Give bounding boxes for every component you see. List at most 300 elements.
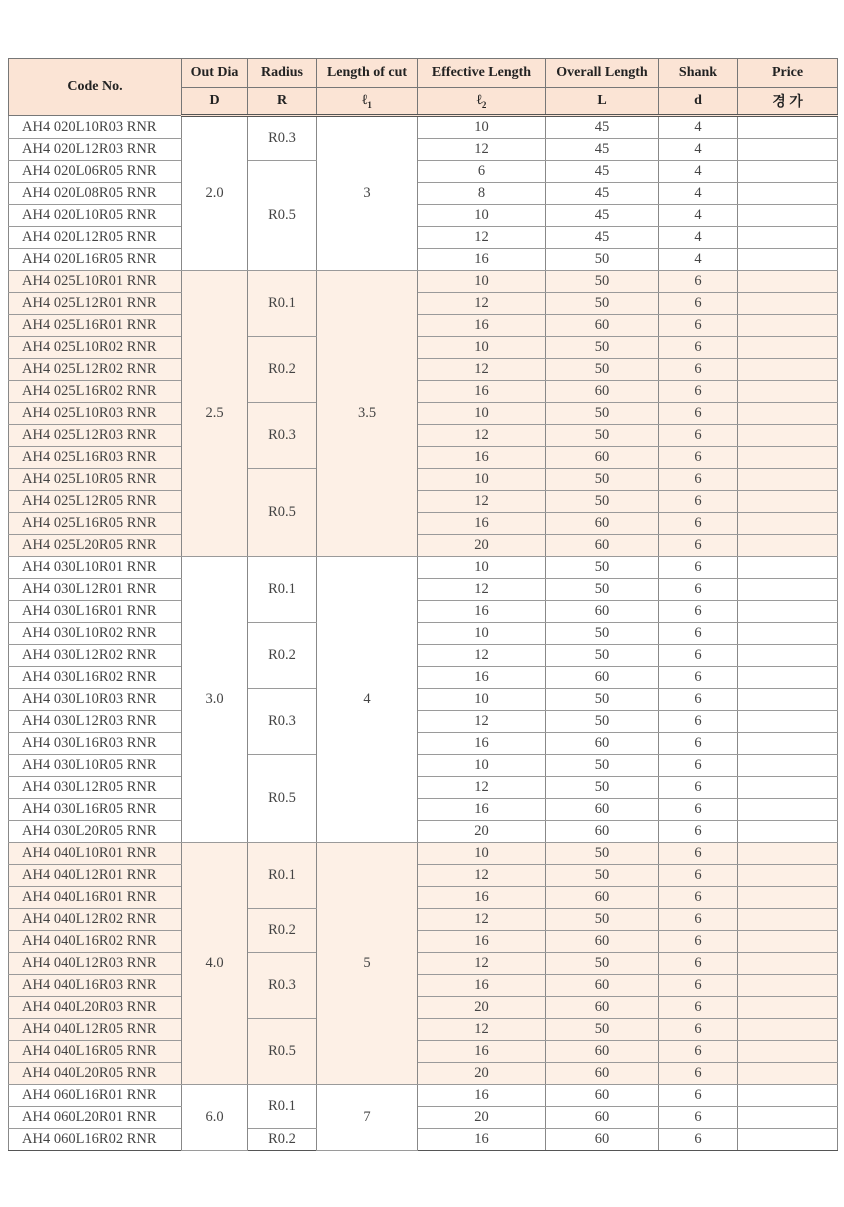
table-row [9,403,838,425]
effective-length-cell: 20 [418,1063,546,1085]
shank-cell: 6 [659,1041,738,1063]
price-cell [738,1063,838,1085]
price-cell [738,161,838,183]
table-row [9,183,838,205]
effective-length-cell: 12 [418,777,546,799]
overall-length-cell: 60 [546,997,659,1019]
table-row [9,227,838,249]
effective-length-cell: 10 [418,205,546,227]
effective-length-cell: 12 [418,293,546,315]
effective-length-cell: 8 [418,183,546,205]
overall-length-cell: 50 [546,359,659,381]
outdia-cell: 4.0 [182,843,248,1085]
table-row [9,667,838,689]
table-row [9,887,838,909]
shank-cell: 4 [659,249,738,271]
price-cell [738,579,838,601]
price-cell [738,733,838,755]
overall-length-cell: 50 [546,953,659,975]
overall-length-cell: 60 [546,447,659,469]
overall-length-cell: 50 [546,623,659,645]
code-cell: AH4 040L12R03 RNR [9,953,182,975]
shank-cell: 6 [659,733,738,755]
code-cell: AH4 020L12R03 RNR [9,139,182,161]
symbol-l1-main: ℓ [362,92,368,108]
radius-cell: R0.5 [248,755,317,843]
code-cell: AH4 060L16R02 RNR [9,1129,182,1151]
effective-length-cell: 12 [418,579,546,601]
symbol-l1-sub: 1 [367,99,372,110]
overall-length-cell: 50 [546,271,659,293]
effective-length-cell: 12 [418,139,546,161]
code-cell: AH4 020L12R05 RNR [9,227,182,249]
shank-cell: 4 [659,161,738,183]
header-code: Code No. [9,59,182,116]
header-length-of-cut: Length of cut [317,59,418,88]
overall-length-cell: 50 [546,293,659,315]
price-cell [738,557,838,579]
table-row [9,579,838,601]
code-cell: AH4 025L16R02 RNR [9,381,182,403]
radius-cell: R0.1 [248,557,317,623]
code-cell: AH4 025L12R05 RNR [9,491,182,513]
radius-cell: R0.3 [248,403,317,469]
code-cell: AH4 020L10R03 RNR [9,116,182,139]
code-cell: AH4 025L16R01 RNR [9,315,182,337]
table-row [9,535,838,557]
symbol-r: R [248,88,317,116]
overall-length-cell: 45 [546,183,659,205]
overall-length-cell: 45 [546,227,659,249]
shank-cell: 6 [659,381,738,403]
code-cell: AH4 060L20R01 RNR [9,1107,182,1129]
table-row [9,469,838,491]
outdia-cell: 6.0 [182,1085,248,1151]
code-cell: AH4 020L08R05 RNR [9,183,182,205]
effective-length-cell: 16 [418,1085,546,1107]
table-row [9,821,838,843]
shank-cell: 6 [659,887,738,909]
table-row [9,116,838,139]
shank-cell: 6 [659,579,738,601]
price-cell [738,183,838,205]
shank-cell: 6 [659,931,738,953]
effective-length-cell: 12 [418,1019,546,1041]
price-cell [738,887,838,909]
shank-cell: 4 [659,139,738,161]
overall-length-cell: 45 [546,161,659,183]
overall-length-cell: 50 [546,711,659,733]
shank-cell: 6 [659,1063,738,1085]
price-cell [738,315,838,337]
table-row [9,491,838,513]
overall-length-cell: 60 [546,315,659,337]
price-cell [738,909,838,931]
effective-length-cell: 10 [418,557,546,579]
code-cell: AH4 040L20R05 RNR [9,1063,182,1085]
overall-length-cell: 60 [546,513,659,535]
table-row [9,755,838,777]
shank-cell: 6 [659,689,738,711]
price-cell [738,1041,838,1063]
table-row [9,997,838,1019]
code-cell: AH4 040L16R03 RNR [9,975,182,997]
table-row [9,161,838,183]
shank-cell: 6 [659,1019,738,1041]
table-row [9,843,838,865]
shank-cell: 6 [659,667,738,689]
length-of-cut-cell: 3 [317,116,418,271]
effective-length-cell: 10 [418,843,546,865]
effective-length-cell: 16 [418,931,546,953]
effective-length-cell: 16 [418,315,546,337]
product-spec-table [8,58,838,1151]
code-cell: AH4 030L10R01 RNR [9,557,182,579]
code-cell: AH4 040L10R01 RNR [9,843,182,865]
length-of-cut-cell: 5 [317,843,418,1085]
effective-length-cell: 10 [418,403,546,425]
price-cell [738,293,838,315]
effective-length-cell: 16 [418,381,546,403]
radius-cell: R0.1 [248,271,317,337]
overall-length-cell: 50 [546,865,659,887]
shank-cell: 6 [659,799,738,821]
effective-length-cell: 12 [418,909,546,931]
shank-cell: 6 [659,293,738,315]
product-table-container [8,58,837,1151]
price-cell [738,381,838,403]
shank-cell: 6 [659,953,738,975]
radius-cell: R0.3 [248,116,317,161]
table-row [9,953,838,975]
effective-length-cell: 12 [418,227,546,249]
code-cell: AH4 030L10R03 RNR [9,689,182,711]
price-cell [738,116,838,139]
overall-length-cell: 60 [546,975,659,997]
table-row [9,601,838,623]
price-cell [738,227,838,249]
code-cell: AH4 040L12R02 RNR [9,909,182,931]
shank-cell: 6 [659,491,738,513]
shank-cell: 4 [659,116,738,139]
code-cell: AH4 040L16R05 RNR [9,1041,182,1063]
effective-length-cell: 16 [418,733,546,755]
shank-cell: 6 [659,1129,738,1151]
overall-length-cell: 50 [546,249,659,271]
code-cell: AH4 040L16R02 RNR [9,931,182,953]
effective-length-cell: 20 [418,535,546,557]
price-cell [738,1019,838,1041]
code-cell: AH4 025L10R03 RNR [9,403,182,425]
effective-length-cell: 20 [418,997,546,1019]
price-cell [738,667,838,689]
overall-length-cell: 45 [546,205,659,227]
shank-cell: 6 [659,623,738,645]
code-cell: AH4 025L10R05 RNR [9,469,182,491]
overall-length-cell: 50 [546,689,659,711]
symbol-d: D [182,88,248,116]
price-cell [738,843,838,865]
price-cell [738,1107,838,1129]
radius-cell: R0.5 [248,161,317,271]
code-cell: AH4 030L10R05 RNR [9,755,182,777]
code-cell: AH4 030L16R01 RNR [9,601,182,623]
price-cell [738,821,838,843]
price-cell [738,689,838,711]
symbol-price: 경 가 [738,88,838,116]
overall-length-cell: 50 [546,557,659,579]
overall-length-cell: 50 [546,909,659,931]
effective-length-cell: 16 [418,887,546,909]
shank-cell: 6 [659,557,738,579]
price-cell [738,403,838,425]
header-outdia: Out Dia [182,59,248,88]
overall-length-cell: 60 [546,1063,659,1085]
code-cell: AH4 025L12R03 RNR [9,425,182,447]
code-cell: AH4 040L12R05 RNR [9,1019,182,1041]
shank-cell: 6 [659,777,738,799]
radius-cell: R0.1 [248,843,317,909]
overall-length-cell: 45 [546,116,659,139]
table-row [9,1085,838,1107]
shank-cell: 6 [659,865,738,887]
effective-length-cell: 12 [418,491,546,513]
effective-length-cell: 10 [418,689,546,711]
price-cell [738,953,838,975]
effective-length-cell: 16 [418,1041,546,1063]
effective-length-cell: 16 [418,1129,546,1151]
radius-cell: R0.1 [248,1085,317,1129]
price-cell [738,975,838,997]
table-row [9,205,838,227]
price-cell [738,249,838,271]
shank-cell: 6 [659,975,738,997]
price-cell [738,513,838,535]
overall-length-cell: 50 [546,645,659,667]
table-row [9,1129,838,1151]
shank-cell: 6 [659,711,738,733]
overall-length-cell: 50 [546,425,659,447]
price-cell [738,931,838,953]
table-row [9,293,838,315]
overall-length-cell: 60 [546,733,659,755]
shank-cell: 4 [659,227,738,249]
price-cell [738,447,838,469]
header-overall-length: Overall Length [546,59,659,88]
length-of-cut-cell: 7 [317,1085,418,1151]
overall-length-cell: 60 [546,821,659,843]
table-row [9,931,838,953]
price-cell [738,271,838,293]
price-cell [738,799,838,821]
code-cell: AH4 030L20R05 RNR [9,821,182,843]
shank-cell: 6 [659,601,738,623]
code-cell: AH4 040L20R03 RNR [9,997,182,1019]
outdia-cell: 2.0 [182,116,248,271]
header-shank: Shank [659,59,738,88]
effective-length-cell: 16 [418,513,546,535]
overall-length-cell: 50 [546,1019,659,1041]
price-cell [738,997,838,1019]
shank-cell: 6 [659,997,738,1019]
price-cell [738,711,838,733]
overall-length-cell: 50 [546,755,659,777]
overall-length-cell: 60 [546,1041,659,1063]
outdia-cell: 2.5 [182,271,248,557]
radius-cell: R0.3 [248,953,317,1019]
code-cell: AH4 020L10R05 RNR [9,205,182,227]
overall-length-cell: 60 [546,931,659,953]
table-body [9,116,838,1151]
symbol-l1 [317,88,418,116]
effective-length-cell: 10 [418,755,546,777]
price-cell [738,601,838,623]
price-cell [738,623,838,645]
shank-cell: 6 [659,447,738,469]
outdia-cell: 3.0 [182,557,248,843]
table-row [9,909,838,931]
effective-length-cell: 10 [418,116,546,139]
table-row [9,139,838,161]
table-row [9,425,838,447]
overall-length-cell: 60 [546,887,659,909]
price-cell [738,491,838,513]
effective-length-cell: 16 [418,447,546,469]
overall-length-cell: 50 [546,843,659,865]
overall-length-cell: 50 [546,403,659,425]
table-row [9,623,838,645]
radius-cell: R0.2 [248,623,317,689]
table-row [9,733,838,755]
code-cell: AH4 030L12R05 RNR [9,777,182,799]
table-row [9,645,838,667]
overall-length-cell: 60 [546,1107,659,1129]
table-row [9,799,838,821]
price-cell [738,1129,838,1151]
shank-cell: 6 [659,315,738,337]
header-radius: Radius [248,59,317,88]
shank-cell: 6 [659,1085,738,1107]
symbol-l2-sub: 2 [481,99,487,110]
table-row [9,359,838,381]
header-effective-length: Effective Length [418,59,546,88]
table-row [9,1019,838,1041]
effective-length-cell: 16 [418,249,546,271]
table-row [9,711,838,733]
code-cell: AH4 025L12R01 RNR [9,293,182,315]
overall-length-cell: 60 [546,667,659,689]
header-price: Price [738,59,838,88]
price-cell [738,359,838,381]
shank-cell: 6 [659,403,738,425]
price-cell [738,777,838,799]
symbol-l: L [546,88,659,116]
radius-cell: R0.2 [248,909,317,953]
overall-length-cell: 50 [546,491,659,513]
effective-length-cell: 12 [418,865,546,887]
table-row [9,1063,838,1085]
table-row [9,249,838,271]
code-cell: AH4 025L16R03 RNR [9,447,182,469]
shank-cell: 6 [659,337,738,359]
code-cell: AH4 025L12R02 RNR [9,359,182,381]
table-row [9,381,838,403]
price-cell [738,205,838,227]
shank-cell: 4 [659,205,738,227]
code-cell: AH4 020L06R05 RNR [9,161,182,183]
price-cell [738,755,838,777]
table-row [9,1041,838,1063]
effective-length-cell: 12 [418,711,546,733]
effective-length-cell: 20 [418,1107,546,1129]
overall-length-cell: 50 [546,469,659,491]
code-cell: AH4 040L12R01 RNR [9,865,182,887]
overall-length-cell: 60 [546,799,659,821]
code-cell: AH4 030L12R02 RNR [9,645,182,667]
table-row [9,975,838,997]
shank-cell: 6 [659,645,738,667]
overall-length-cell: 60 [546,601,659,623]
table-row [9,447,838,469]
shank-cell: 6 [659,425,738,447]
table-row [9,315,838,337]
effective-length-cell: 12 [418,953,546,975]
table-row [9,337,838,359]
price-cell [738,469,838,491]
overall-length-cell: 60 [546,535,659,557]
effective-length-cell: 16 [418,975,546,997]
table-header [9,59,838,116]
price-cell [738,535,838,557]
price-cell [738,1085,838,1107]
shank-cell: 6 [659,1107,738,1129]
overall-length-cell: 50 [546,337,659,359]
radius-cell: R0.5 [248,1019,317,1085]
effective-length-cell: 12 [418,425,546,447]
effective-length-cell: 10 [418,623,546,645]
shank-cell: 6 [659,271,738,293]
symbol-l2-main: ℓ [476,92,482,108]
code-cell: AH4 025L16R05 RNR [9,513,182,535]
effective-length-cell: 10 [418,469,546,491]
code-cell: AH4 030L12R03 RNR [9,711,182,733]
overall-length-cell: 60 [546,1085,659,1107]
price-cell [738,425,838,447]
effective-length-cell: 16 [418,667,546,689]
table-row [9,1107,838,1129]
table-row [9,513,838,535]
effective-length-cell: 6 [418,161,546,183]
shank-cell: 6 [659,909,738,931]
radius-cell: R0.3 [248,689,317,755]
code-cell: AH4 030L16R05 RNR [9,799,182,821]
code-cell: AH4 025L10R01 RNR [9,271,182,293]
radius-cell: R0.2 [248,1129,317,1151]
table-row [9,557,838,579]
overall-length-cell: 60 [546,1129,659,1151]
overall-length-cell: 60 [546,381,659,403]
effective-length-cell: 16 [418,601,546,623]
shank-cell: 6 [659,821,738,843]
shank-cell: 6 [659,535,738,557]
code-cell: AH4 030L16R02 RNR [9,667,182,689]
effective-length-cell: 10 [418,271,546,293]
code-cell: AH4 060L16R01 RNR [9,1085,182,1107]
shank-cell: 6 [659,469,738,491]
radius-cell: R0.2 [248,337,317,403]
shank-cell: 6 [659,359,738,381]
code-cell: AH4 025L10R02 RNR [9,337,182,359]
